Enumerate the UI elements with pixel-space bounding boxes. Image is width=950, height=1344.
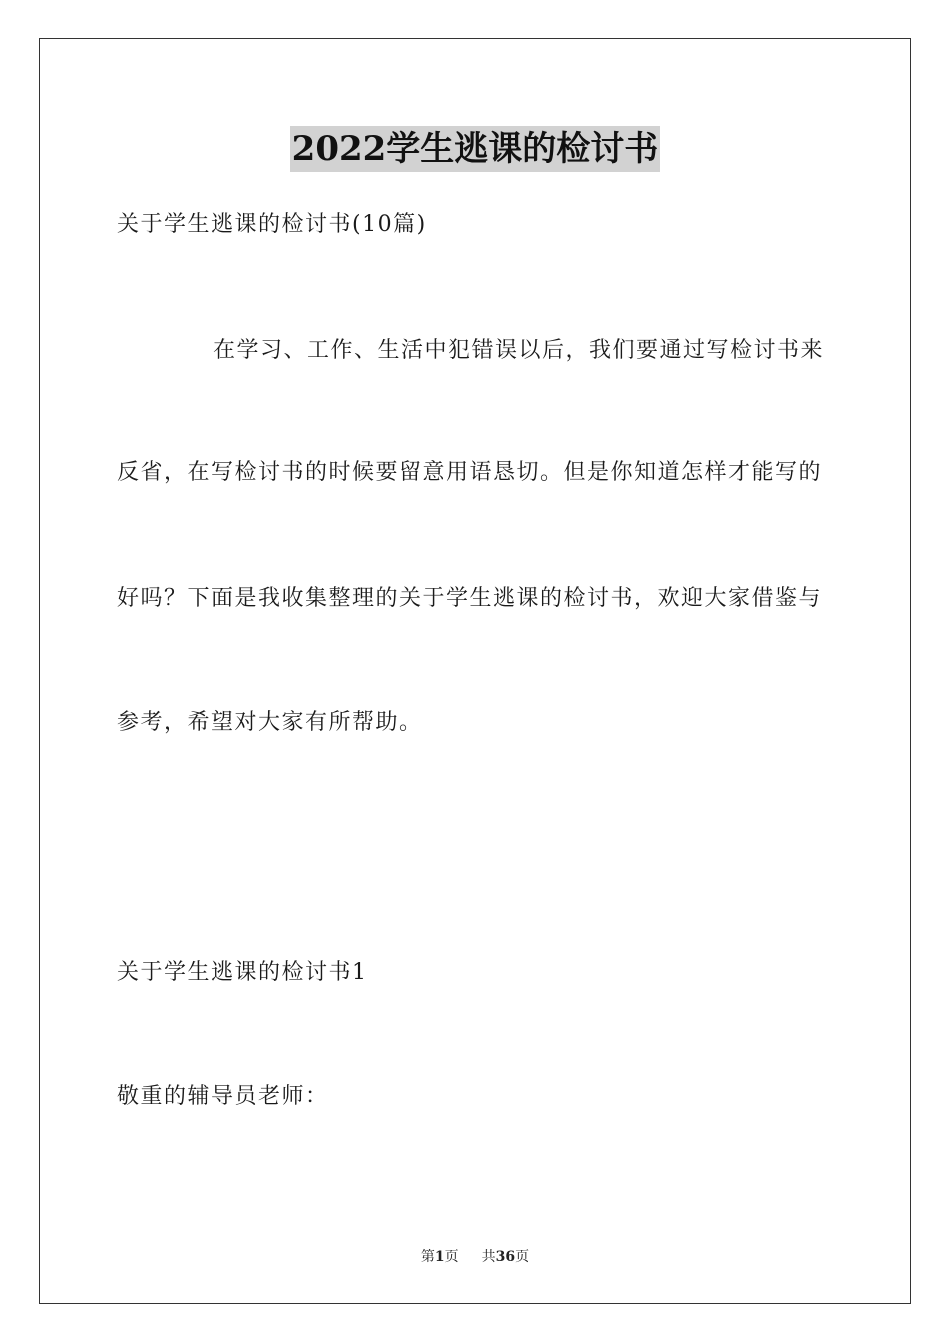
page-suffix: 页 xyxy=(444,1249,459,1265)
intro-line-2: 反省，在写检讨书的时候要留意用语恳切。但是你知道怎样才能写的 xyxy=(117,460,823,485)
intro-line-4: 参考，希望对大家有所帮助。 xyxy=(117,710,423,735)
title-container xyxy=(0,126,950,172)
intro-line-3: 好吗？下面是我收集整理的关于学生逃课的检讨书，欢迎大家借鉴与 xyxy=(117,586,823,611)
salutation: 敬重的辅导员老师： xyxy=(117,1084,329,1109)
total-suffix: 页 xyxy=(515,1249,530,1265)
document-title: 2022学生逃课的检讨书 xyxy=(290,126,661,172)
document-subtitle: 关于学生逃课的检讨书(10篇) xyxy=(117,212,427,237)
page-prefix: 第 xyxy=(420,1249,435,1265)
total-prefix: 共 xyxy=(481,1249,496,1265)
section-heading: 关于学生逃课的检讨书1 xyxy=(117,960,368,985)
page-current: 1 xyxy=(434,1249,445,1265)
intro-line-1: 在学习、工作、生活中犯错误以后，我们要通过写检讨书来 xyxy=(213,338,825,363)
page-total: 36 xyxy=(495,1249,516,1265)
page-footer xyxy=(0,1248,950,1266)
